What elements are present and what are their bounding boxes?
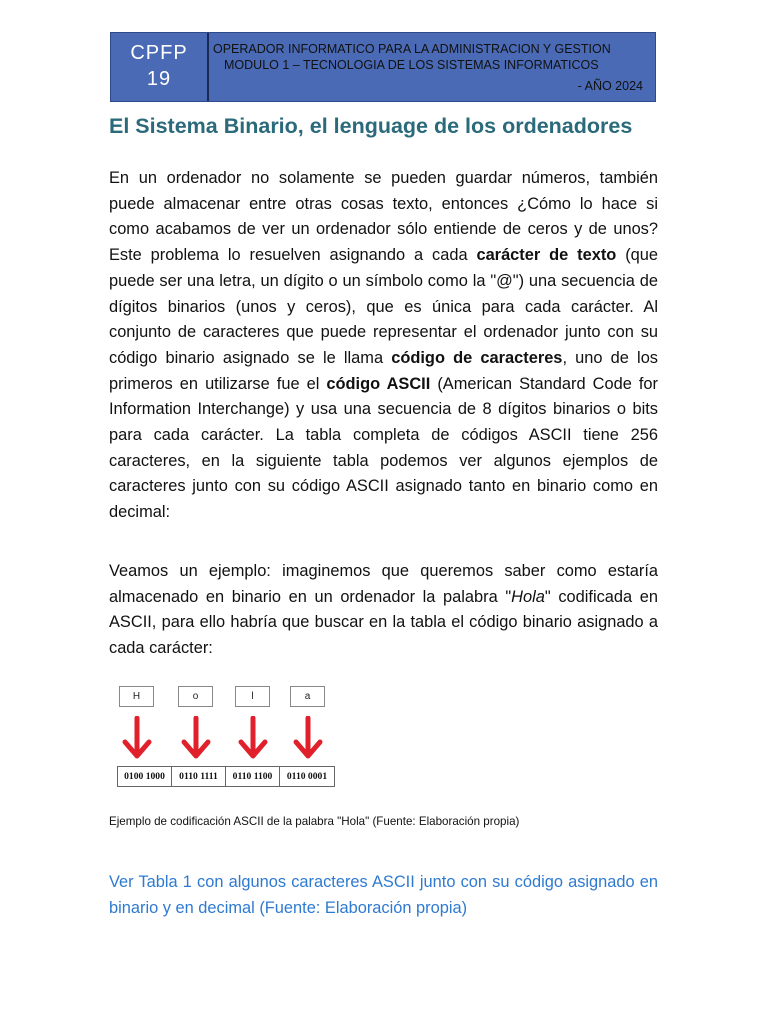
logo-line2: 19 [146, 68, 172, 90]
italic-word: Hola [511, 587, 545, 606]
text-run: , uno de los primeros en utilizarse fue el [109, 348, 659, 393]
binary-code-cell: 0110 0001 [286, 771, 328, 782]
hola-ascii-figure [117, 686, 339, 790]
example-paragraph [109, 559, 658, 662]
cpfp-logo [111, 33, 209, 101]
down-arrow-icon [121, 716, 153, 760]
header-year: - AÑO 2024 [577, 79, 643, 93]
text-run: " codificada en ASCII, para ello habría que buscar en la tabla el código binario asignado a cada carácter: [109, 587, 658, 658]
page-header [110, 32, 656, 102]
text-run: (que puede ser una letra, un dígito o un símbolo como la "@") una secuencia de dígitos binarios (unos y ceros), que es única para cada carácter. Al conjunto de caracteres que puede representar el ordenador junto con su código binario asignado se le llama [109, 246, 659, 367]
down-arrow-icon [292, 716, 324, 760]
letter-box-a: a [290, 686, 325, 707]
bold-term: código ASCII [326, 374, 431, 393]
down-arrow-icon [237, 716, 269, 760]
header-module-title: MODULO 1 – TECNOLOGIA DE LOS SISTEMAS INFORMATICOS [224, 58, 599, 72]
figure-caption: Ejemplo de codificación ASCII de la palabra "Hola" (Fuente: Elaboración propia) [109, 815, 520, 828]
logo-line1: CPFP [130, 42, 188, 64]
letter-box-l: l [235, 686, 270, 707]
header-course-title: OPERADOR INFORMATICO PARA LA ADMINISTRACION Y GESTION [213, 42, 611, 56]
letter-box-o: o [178, 686, 213, 707]
binary-code-cell: 0110 1111 [172, 767, 226, 786]
text-run: En un ordenador no solamente se pueden guardar números, también puede almacenar entre otras cosas texto, entonces ¿Cómo lo hace si como acabamos de ver un ordenador sólo entiende de ceros y de unos? Este problema lo resuelven asignando a cada [109, 169, 658, 265]
intro-paragraph [109, 166, 658, 526]
text-run: (American Standard Code for Information Interchange) y usa una secuencia de 8 dígitos binarios o bits para cada carácter. La tabla completa de códigos ASCII tiene 256 caracteres, en la siguiente tabla podemos ver algunos ejemplos de caracteres junto con su código ASCII asignado tanto en binario como en decimal: [109, 374, 658, 522]
binary-code-row [117, 766, 335, 787]
down-arrow-icon [180, 716, 212, 760]
text-run: Veamos un ejemplo: imaginemos que queremos saber como estaría almacenado en binario en un ordenador la palabra " [109, 562, 658, 606]
binary-code-cell: 0110 1100 [226, 767, 280, 786]
bold-term: código de caracteres [391, 348, 563, 367]
table-reference-link[interactable]: Ver Tabla 1 con algunos caracteres ASCII junto con su código asignado en binario y en decimal (Fuente: Elaboración propia) [109, 873, 658, 917]
section-title: El Sistema Binario, el lenguage de los ordenadores [109, 114, 633, 138]
bold-term: carácter de texto [476, 246, 617, 265]
letter-box-h: H [119, 686, 154, 707]
binary-code-cell: 0100 1000 [118, 767, 172, 786]
